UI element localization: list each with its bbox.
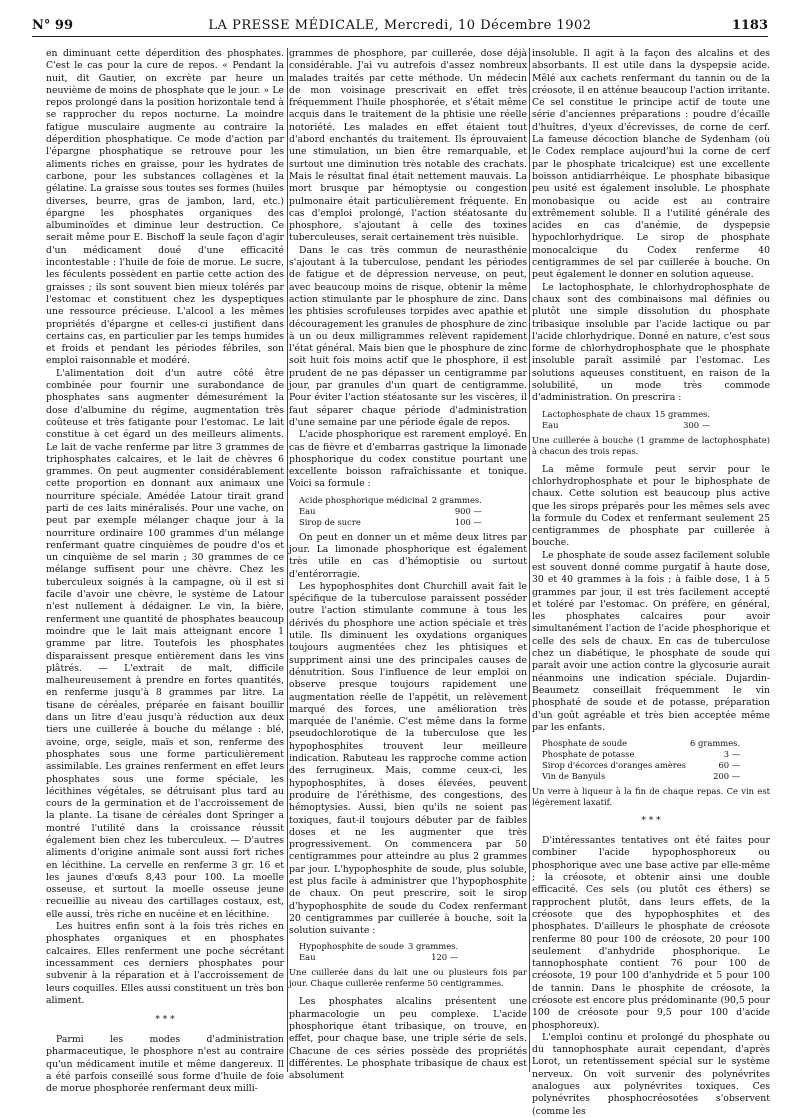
prescription-note: Un verre à liqueur à la fin de chaque repas. Ce vin est légèrement laxatif.: [532, 786, 770, 808]
prescription-row: [299, 941, 462, 952]
ingredient-quantity: 60 —: [718, 760, 741, 771]
paragraph: D'intéressantes tentatives ont été faites pour combiner l'acide hypophosphoreux ou phosphorique avec une base active par elle-même ; la créosote, et obtenir ainsi une double efficacité. Ces sels (ou plutôt ces éthers) se rapprochent plutôt, dans leurs effets, de la créosote que des hypophosphites et des phosphates. D'ailleurs le phosphate de créosote renferme 80 pour 100 de créosote, 20 pour 100 seulement d'anhydride phosphorique. Le tannophosphate contient 76 pour 100 de créosote, 19 pour 100 d'anhydride et 5 pour 100 de tannin. Dans le phosphite de créosote, la créosote est encore plus prédominante (90,5 pour 100 de créosote pour 9,5 pour 100 d'acide phosphoreux).: [532, 835, 770, 1031]
prescription-row: [299, 952, 462, 963]
column-3: [532, 48, 770, 1117]
prescription-row: [299, 506, 486, 517]
ingredient-name: Hypophosphite de soude: [299, 941, 404, 952]
prescription-table: [299, 941, 462, 963]
column-1: [46, 48, 284, 1095]
paragraph: Dans le cas très commun de neurasthénie s'ajoutant à la tuberculose, pendant les périodes de fatigue et de dépression nerveuse, on peut, avec beaucoup moins de risque, obtenir la même action stimulante par le phosphure de zinc. Dans les phtisies scrofuleuses torpides avec apathie et découragement les granules de phosphure de zinc à un ou deux milligrammes relèvent rapidement l'état général. Mais bien que le phosphure de zinc soit huit fois moins actif que le phosphore, il est prudent de ne pas dépasser un centigramme par jour, par granules d'un quart de centigramme. Pour éviter l'action stéatosante sur les viscères, il faut séparer chaque période d'administration d'une semaine par une période égale de repos.: [289, 244, 528, 428]
column-2: [289, 48, 528, 1082]
ingredient-quantity: 2 grammes.: [431, 494, 482, 505]
issue-number: N° 99: [32, 18, 73, 33]
ingredient-name: Acide phosphorique médicinal: [299, 494, 428, 505]
ingredient-name: Sirop d'écorces d'oranges amères: [542, 760, 686, 771]
paragraph: Le lactophosphate, le chlorhydrophosphate de chaux sont des combinaisons mal définies ou plutôt une simple dissolution du phosphate tribasique insoluble par l'acide lactique ou par l'acide chlorhydrique. Donné en nature, c'est sous forme de chlorhydrophosphate que le phosphate insoluble paraît assimilé par l'estomac. Les solutions aqueuses constituent, en raison de la solubilité, un mode très commode d'administration. On prescrira :: [532, 281, 770, 404]
ingredient-name: Eau: [542, 419, 559, 430]
prescription-row: [542, 420, 714, 431]
prescription-row: [542, 749, 744, 760]
paragraph: en diminuant cette déperdition des phosphates. C'est le cas pour la cure de repos. « Pendant la nuit, dit Gautier, on excrète par heure un neuvième de moins de phosphate que le jour. » Le repos prolongé dans la position horizontale tend à se rapprocher du repos nocturne. La moindre fatigue musculaire augmente au contraire la déperdition phosphatique. Ce mode d'action par l'épargne phosphatique se retrouve pour les aliments riches en graisse, pour les hydrates de carbone, pour les substances collagènes et la gélatine. La graisse sous toutes ses formes (huiles diverses, beurre, gras de jambon, lard, etc.) épargne les phosphates organiques des albuminoïdes et diminue leur destruction. Ce serait même pour E. Bischoff la seule façon d'agir d'un médicament doué d'une efficacité incontestable : l'huile de foie de morue. Le sucre, les féculents possèdent en partie cette action des graisses ; ils sont souvent bien mieux tolérés par l'estomac et constituent chez les dyspeptiques une ressource précieuse. L'alcool a les mêmes propriétés d'épargne et celles-ci justifient dans certains cas, en particulier par les temps humides et froids et pendant les périodes fébriles, son emploi raisonnable et modéré.: [46, 48, 284, 367]
paragraph: On peut en donner un et même deux litres par jour. La limonade phosphorique est également très utile en cas d'hémoptisie ou surtout d'entérorragie.: [289, 531, 527, 580]
page-number: 1183: [731, 18, 768, 33]
section-separator: * * *: [155, 1015, 175, 1026]
paragraph: grammes de phosphore, par cuillerée, dose déjà considérable. J'ai vu autrefois d'assez nombreux malades traités par cette méthode. Un médecin de mon voisinage prescrivait en effet très fréquemment l'huile phosphorée, et s'était même acquis dans le traitement de la phtisie une réelle notoriété. Les malades en effet étaient tout d'abord enchantés du traitement. Ils éprouvaient une stimulation, un bien être remarquable, et surtout une diminution très notable des crachats. Mais le résultat final était nettement mauvais. La mort brusque par hémoptysie ou congestion pulmonaire était particulièrement fréquente. En cas d'emploi prolongé, l'action stéatosante du phosphore, s'ajoutant à celle des toxines tuberculeuses, serait certainement très nuisible.: [289, 48, 527, 244]
prescription-table: [299, 495, 486, 528]
prescription-note: Une cuillerée dans du lait une ou plusieurs fois par jour. Chaque cuillerée renferme 50 centigrammes.: [289, 967, 527, 989]
ingredient-name: Phosphate de soude: [542, 738, 628, 749]
paragraph: Les phosphates alcalins présentent une pharmacologie un peu complexe. L'acide phosphorique étant tribasique, on trouve, en effet, pour chaque base, une triple série de sels. Chacune de ces séries possède des propriétés différentes. Le phosphate tribasique de chaux est absolument: [289, 996, 527, 1082]
ingredient-name: Eau: [299, 952, 316, 963]
prescription-row: [542, 409, 714, 420]
ingredient-name: Vin de Banyuls: [542, 771, 606, 782]
ingredient-name: Lactophosphate de chaux: [542, 408, 651, 419]
article-body: [46, 48, 770, 1117]
prescription-note: Une cuillerée à bouche (1 gramme de lactophosphate) à chacun des trois repas.: [532, 434, 770, 456]
ingredient-quantity: 900 —: [454, 505, 482, 516]
paragraph: Parmi les modes d'administration pharmaceutique, le phosphore n'est au contraire qu'un médicament inutile et même dangereux. Il a été parfois conseillé sous forme d'huile de foie de morue phosphorée renfermant deux milli-: [46, 1034, 284, 1095]
prescription-row: [542, 760, 744, 771]
ingredient-quantity: 300 —: [683, 419, 711, 430]
prescription-table: [542, 738, 744, 782]
ingredient-quantity: 100 —: [454, 516, 482, 527]
paragraph: Le phosphate de soude assez facilement soluble est souvent donné comme purgatif à haute dose, 30 et 40 grammes à la fois ; à faible dose, 1 à 5 grammes par jour, il est très facilement accepté et toléré par l'estomac. On préfère, en général, les phosphates calcaires pour avoir simultanément l'action de l'acide phosphorique et celle des sels de chaux. En cas de tuberculose chez un diabétique, le phosphate de soude qui paraît avoir une action contre la glycosurie aurait néanmoins une indication spéciale. Dujardin-Beaumetz conseillait fréquemment le vin phosphaté de soude et de potasse, préparation d'un goût agréable et très bien acceptée même par les enfants.: [532, 549, 770, 733]
section-separator: * * *: [641, 816, 661, 827]
ingredient-quantity: 200 —: [713, 771, 741, 782]
paragraph: L'acide phosphorique est rarement employé. En cas de fièvre et d'embarras gastrique la limonade phosphorique du codex constitue pourtant une excellente boisson rafraîchissante et tonique. Voici sa formule :: [289, 429, 527, 490]
paragraph: L'emploi continu et prolongé du phosphate ou du tannophosphate aurait cependant, d'après Lorot, un retentissement spécial sur le système nerveux. On voit survenir des polynévrites analogues aux polynévrites toxiques. Ces polynévrites phosphocréosotées s'observent (comme les: [532, 1031, 770, 1117]
ingredient-name: Eau: [299, 505, 316, 516]
ingredient-quantity: 6 grammes.: [689, 738, 741, 749]
paragraph: Les huitres enfin sont à la fois très riches en phosphates organiques et en phosphates calcaires. Elles renferment une poche sécrétant incessamment ces derniers phosphates pour subvenir à la réparation et à l'accroissement de leurs coquilles. Elles aussi constituent un très bon aliment.: [46, 921, 284, 1006]
prescription-row: [542, 738, 744, 749]
paragraph: La même formule peut servir pour le chlorhydrophosphate et pour le biphosphate de chaux. Cette solution est beaucoup plus active que les sirops préparés pour les mêmes sels avec la formule du Codex et renfermant seulement 25 centigrammes de phosphate par cuillerée à bouche.: [532, 463, 770, 549]
ingredient-name: Phosphate de potasse: [542, 749, 635, 760]
journal-title: LA PRESSE MÉDICALE, Mercredi, 10 Décembre 1902: [208, 18, 592, 33]
paragraph: insoluble. Il agit à la façon des alcalins et des absorbants. Il est utile dans la dyspepsie acide. Mêlé aux cachets renfermant du tannin ou de la créosote, il en atténue beaucoup l'action irritante. Ce sel constitue le principe actif de toute une série d'anciennes préparations : poudre d'écaille d'huîtres, d'yeux d'écrevisses, de corne de cerf. La fameuse décoction blanche de Sydenham (où le Codex remplace aujourd'hui la corne de cerf par le phosphate tricalcique) est une excellente boisson antidiarrhéique. Le phosphate bibasique peu usité est également insoluble. Le phosphate monobasique ou acide est au contraire extrêmement soluble. Il a l'utilité générale des acides en cas d'anémie, de dyspepsie hypochlorhydrique. Le sirop de phosphate monocalcique du Codex renferme 40 centigrammes de sel par cuillerée à bouche. On peut également le donner en solution aqueuse.: [532, 48, 770, 281]
prescription-table: [542, 409, 714, 431]
ingredient-quantity: 3 grammes.: [407, 941, 459, 952]
ingredient-quantity: 15 grammes.: [654, 408, 711, 419]
prescription-row: [542, 771, 744, 782]
page-header: [32, 10, 768, 37]
ingredient-name: Sirop de sucre: [299, 516, 361, 527]
ingredient-quantity: 3 —: [723, 749, 741, 760]
paragraph: Les hypophosphites dont Churchill avait fait le spécifique de la tuberculose paraissent posséder outre l'action stimulante commune à tous les dérivés du phosphore une action spéciale et très utile. Ils diminuent les oxydations organiques toujours augmentées chez les phtisiques et suppriment ainsi une des principales causes de dénutrition. Sous l'influence de leur emploi on observe presque toujours rapidement une augmentation réelle de l'appétit, un relèvement marqué des forces, une amélioration très marquée de l'anémie. C'est même dans la forme pseudochlorotique de la tuberculose que les hypophosphites trouvent leur meilleure indication. Rabuteau les rapproche comme action des ferrugineux. Mais, comme ceux-ci, les hypophosphites, à doses élevées, peuvent produire de l'éréthisme, des congestions, des hémoptysies. Aussi, bien qu'ils ne soient pas toxiques, faut-il toujours débuter par de faibles doses et ne les augmenter que très progressivement. On commencera par 50 centigrammes pour atteindre au plus 2 grammes par jour. L'hypophosphite de soude, plus soluble, est plus facile à administrer que l'hypophosphite de chaux. On peut prescrire, soit le sirop d'hypophosphite de soude du Codex renfermant 20 centigrammes par cuillerée à bouche, soit la solution suivante :: [289, 580, 527, 937]
ingredient-quantity: 120 —: [431, 952, 459, 963]
paragraph: L'alimentation doit d'un autre côté être combinée pour fournir une surabondance de phosphates sans augmenter démesurément la dose d'albumine du régime, augmentation très coûteuse et très fatigante pour l'estomac. Le lait constitue à cet égard un des meilleurs aliments. Le lait de vache renferme par litre 3 grammes de triphosphates calcaires, et le lait de chèvres 6 grammes. On peut augmenter considérablement cette proportion en donnant aux animaux une nourriture spéciale. Amédée Latour tirait grand parti de ces laits minéralisés. Pour une vache, on peut par exemple mélanger chaque jour à la nourriture ordinaire 100 grammes d'un mélange renfermant quatre cinquièmes de poudre d'os et un cinquième de sel marin ; 30 grammes de ce mélange suffisent pour une chèvre. Chez les tuberculeux soignés à la campagne, où il est si facile d'avoir une chèvre, le système de Latour n'est nullement à dédaigner. Le vin, la bière, renferment une quantité de phosphates beaucoup moindre que le lait mais atteignant encore 1 gramme par litre. Toutefois les phosphates disparaissent presque entièrement dans les vins plâtrés. — L'extrait de malt, difficile malheureusement à prendre en fortes quantités, en renferme jusqu'à 8 grammes par litre. La tisane de céréales, préparée en faisant bouillir dans un litre d'eau jusqu'à réduction aux deux tiers une cuillerée à bouche du mélange : blé, avoine, orge, seigle, maïs et son, renferme des phosphates sous une forme particulièrement assimilable. Les graines renferment en effet leurs phosphates sous une forme spéciale, les lécithines végétales, se détruisant plus tard au cours de la germination et de l'accroissement de la plante. La tisane de céréales dont Springer a montré l'utilité dans la croissance réussit également bien chez les tuberculeux. — D'autres aliments d'origine animale sont aussi fort riches en lécithine. La cervelle en renferme 3 gr. 16 et les jaunes d'œufs 8,43 pour 100. La moelle osseuse, et surtout la moelle osseuse jeune recueillie au niveau des cartillages costaux, est, elle aussi, très riche en nucéine et en lécithine.: [46, 367, 284, 920]
prescription-row: [299, 495, 486, 506]
prescription-row: [299, 517, 486, 528]
